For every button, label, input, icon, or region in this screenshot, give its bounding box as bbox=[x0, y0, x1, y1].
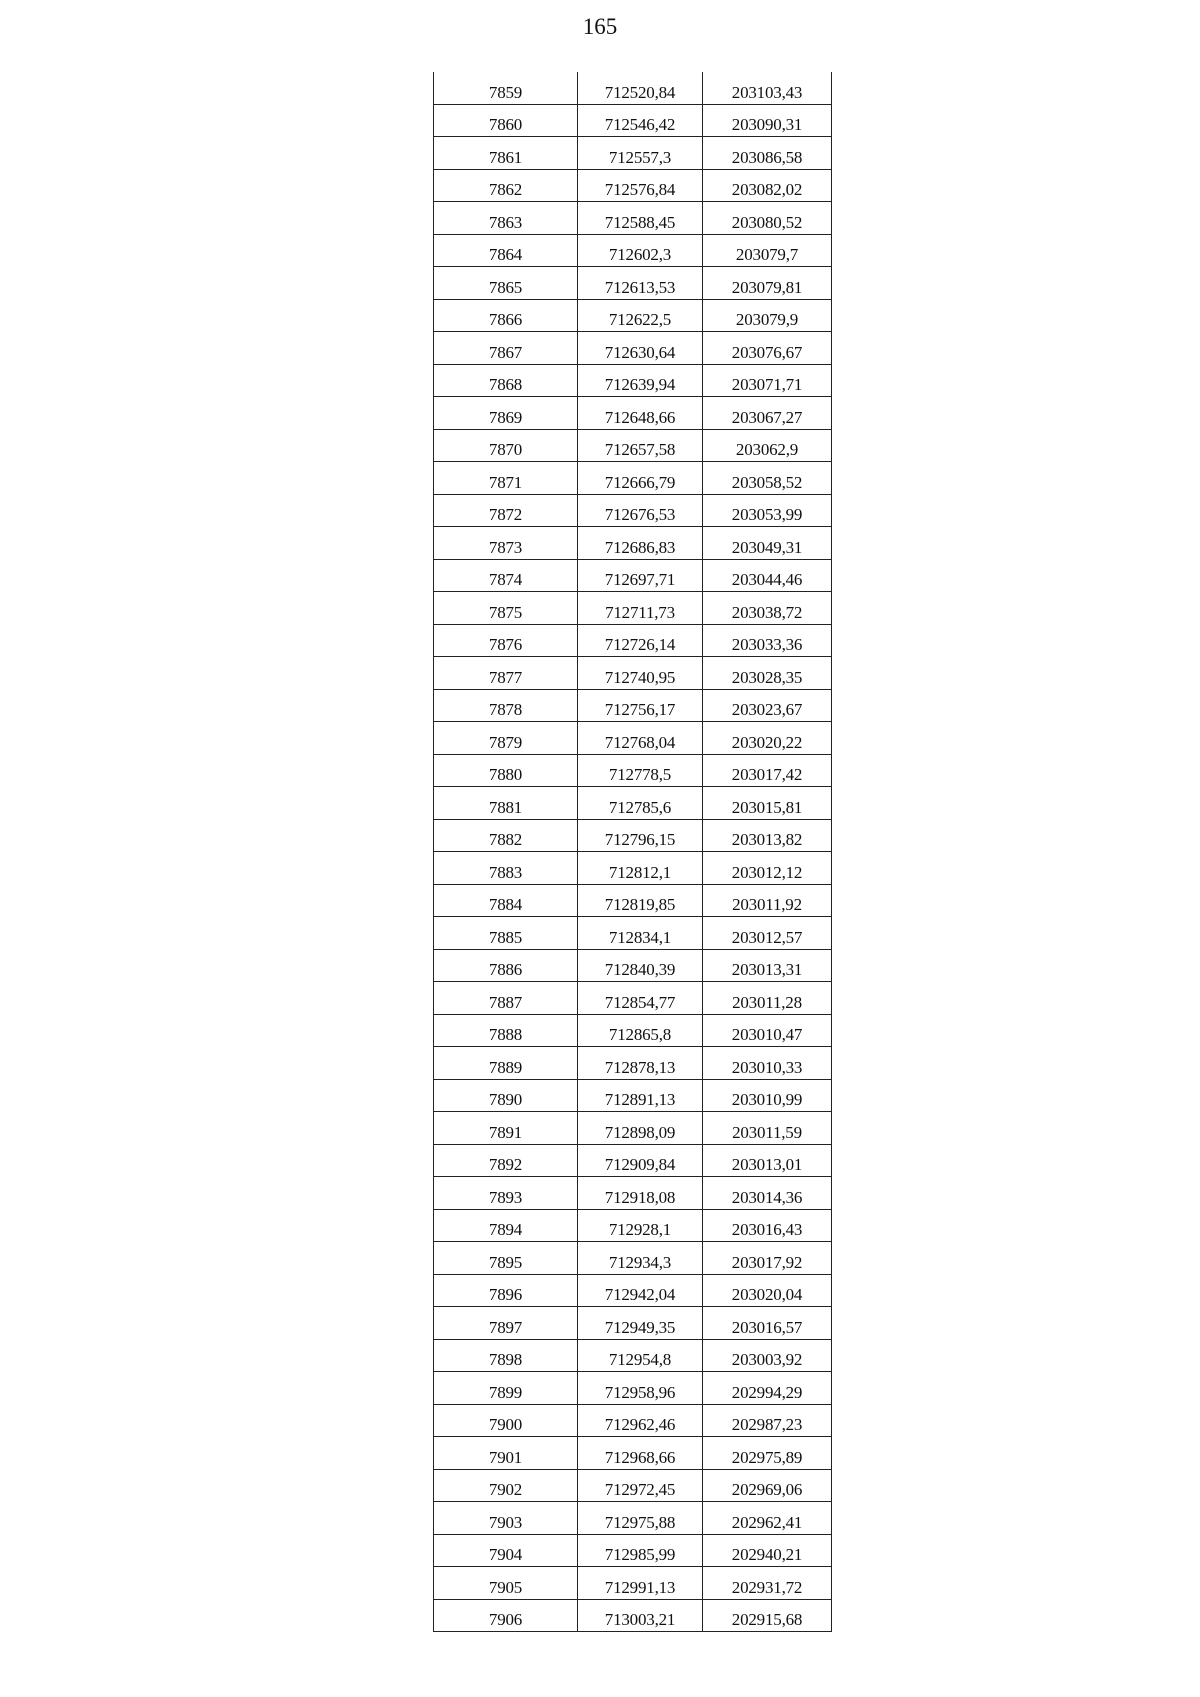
x-coordinate-cell: 712785,6 bbox=[578, 787, 703, 820]
point-number-cell: 7864 bbox=[434, 234, 578, 267]
x-coordinate-cell: 712878,13 bbox=[578, 1047, 703, 1080]
table-row bbox=[434, 1502, 832, 1535]
y-coordinate-cell: 203090,31 bbox=[703, 104, 832, 137]
table-row bbox=[434, 819, 832, 852]
point-number-cell: 7879 bbox=[434, 722, 578, 755]
y-coordinate-cell: 203016,43 bbox=[703, 1209, 832, 1242]
table-row bbox=[434, 1372, 832, 1405]
x-coordinate-cell: 712711,73 bbox=[578, 592, 703, 625]
table-row bbox=[434, 104, 832, 137]
point-number-cell: 7890 bbox=[434, 1079, 578, 1112]
x-coordinate-cell: 712968,66 bbox=[578, 1437, 703, 1470]
y-coordinate-cell: 203058,52 bbox=[703, 462, 832, 495]
x-coordinate-cell: 712546,42 bbox=[578, 104, 703, 137]
point-number-cell: 7859 bbox=[434, 72, 578, 104]
table-row bbox=[434, 364, 832, 397]
point-number-cell: 7865 bbox=[434, 267, 578, 300]
x-coordinate-cell: 712909,84 bbox=[578, 1144, 703, 1177]
y-coordinate-cell: 203013,31 bbox=[703, 949, 832, 982]
table-row bbox=[434, 1469, 832, 1502]
y-coordinate-cell: 203079,7 bbox=[703, 234, 832, 267]
table-row bbox=[434, 494, 832, 527]
x-coordinate-cell: 712602,3 bbox=[578, 234, 703, 267]
y-coordinate-cell: 203062,9 bbox=[703, 429, 832, 462]
y-coordinate-cell: 203079,81 bbox=[703, 267, 832, 300]
x-coordinate-cell: 712891,13 bbox=[578, 1079, 703, 1112]
x-coordinate-cell: 712972,45 bbox=[578, 1469, 703, 1502]
point-number-cell: 7899 bbox=[434, 1372, 578, 1405]
x-coordinate-cell: 712985,99 bbox=[578, 1534, 703, 1567]
coordinates-table-body bbox=[434, 72, 832, 1632]
table-row bbox=[434, 397, 832, 430]
point-number-cell: 7871 bbox=[434, 462, 578, 495]
x-coordinate-cell: 712991,13 bbox=[578, 1567, 703, 1600]
point-number-cell: 7861 bbox=[434, 137, 578, 170]
table-row bbox=[434, 689, 832, 722]
y-coordinate-cell: 203003,92 bbox=[703, 1339, 832, 1372]
point-number-cell: 7882 bbox=[434, 819, 578, 852]
y-coordinate-cell: 203012,57 bbox=[703, 917, 832, 950]
x-coordinate-cell: 712657,58 bbox=[578, 429, 703, 462]
table-row bbox=[434, 72, 832, 104]
y-coordinate-cell: 203017,42 bbox=[703, 754, 832, 787]
y-coordinate-cell: 203013,82 bbox=[703, 819, 832, 852]
y-coordinate-cell: 203012,12 bbox=[703, 852, 832, 885]
x-coordinate-cell: 712928,1 bbox=[578, 1209, 703, 1242]
table-row bbox=[434, 1404, 832, 1437]
y-coordinate-cell: 203082,02 bbox=[703, 169, 832, 202]
y-coordinate-cell: 203044,46 bbox=[703, 559, 832, 592]
point-number-cell: 7863 bbox=[434, 202, 578, 235]
x-coordinate-cell: 712834,1 bbox=[578, 917, 703, 950]
y-coordinate-cell: 203103,43 bbox=[703, 72, 832, 104]
point-number-cell: 7900 bbox=[434, 1404, 578, 1437]
y-coordinate-cell: 203076,67 bbox=[703, 332, 832, 365]
coordinates-table bbox=[433, 72, 832, 1632]
table-row bbox=[434, 1079, 832, 1112]
table-row bbox=[434, 234, 832, 267]
y-coordinate-cell: 203038,72 bbox=[703, 592, 832, 625]
table-row bbox=[434, 1112, 832, 1145]
y-coordinate-cell: 203011,59 bbox=[703, 1112, 832, 1145]
x-coordinate-cell: 712686,83 bbox=[578, 527, 703, 560]
x-coordinate-cell: 712962,46 bbox=[578, 1404, 703, 1437]
y-coordinate-cell: 203015,81 bbox=[703, 787, 832, 820]
table-row bbox=[434, 624, 832, 657]
table-row bbox=[434, 559, 832, 592]
point-number-cell: 7898 bbox=[434, 1339, 578, 1372]
point-number-cell: 7880 bbox=[434, 754, 578, 787]
table-row bbox=[434, 1177, 832, 1210]
x-coordinate-cell: 712942,04 bbox=[578, 1274, 703, 1307]
point-number-cell: 7868 bbox=[434, 364, 578, 397]
x-coordinate-cell: 712576,84 bbox=[578, 169, 703, 202]
table-row bbox=[434, 1274, 832, 1307]
y-coordinate-cell: 202975,89 bbox=[703, 1437, 832, 1470]
point-number-cell: 7870 bbox=[434, 429, 578, 462]
y-coordinate-cell: 203010,33 bbox=[703, 1047, 832, 1080]
y-coordinate-cell: 203080,52 bbox=[703, 202, 832, 235]
x-coordinate-cell: 712854,77 bbox=[578, 982, 703, 1015]
table-row bbox=[434, 1242, 832, 1275]
table-row bbox=[434, 982, 832, 1015]
table-row bbox=[434, 332, 832, 365]
y-coordinate-cell: 203023,67 bbox=[703, 689, 832, 722]
table-row bbox=[434, 657, 832, 690]
table-row bbox=[434, 1047, 832, 1080]
table-row bbox=[434, 754, 832, 787]
table-row bbox=[434, 1437, 832, 1470]
y-coordinate-cell: 203011,28 bbox=[703, 982, 832, 1015]
table-row bbox=[434, 202, 832, 235]
y-coordinate-cell: 203049,31 bbox=[703, 527, 832, 560]
x-coordinate-cell: 712958,96 bbox=[578, 1372, 703, 1405]
point-number-cell: 7885 bbox=[434, 917, 578, 950]
table-row bbox=[434, 884, 832, 917]
table-row bbox=[434, 949, 832, 982]
y-coordinate-cell: 203014,36 bbox=[703, 1177, 832, 1210]
y-coordinate-cell: 203010,47 bbox=[703, 1014, 832, 1047]
x-coordinate-cell: 712630,64 bbox=[578, 332, 703, 365]
point-number-cell: 7883 bbox=[434, 852, 578, 885]
x-coordinate-cell: 712520,84 bbox=[578, 72, 703, 104]
y-coordinate-cell: 202994,29 bbox=[703, 1372, 832, 1405]
y-coordinate-cell: 202915,68 bbox=[703, 1599, 832, 1632]
point-number-cell: 7906 bbox=[434, 1599, 578, 1632]
table-row bbox=[434, 722, 832, 755]
y-coordinate-cell: 203053,99 bbox=[703, 494, 832, 527]
y-coordinate-cell: 203086,58 bbox=[703, 137, 832, 170]
point-number-cell: 7872 bbox=[434, 494, 578, 527]
x-coordinate-cell: 712975,88 bbox=[578, 1502, 703, 1535]
table-row bbox=[434, 462, 832, 495]
point-number-cell: 7873 bbox=[434, 527, 578, 560]
point-number-cell: 7897 bbox=[434, 1307, 578, 1340]
y-coordinate-cell: 203020,22 bbox=[703, 722, 832, 755]
x-coordinate-cell: 712613,53 bbox=[578, 267, 703, 300]
x-coordinate-cell: 713003,21 bbox=[578, 1599, 703, 1632]
table-row bbox=[434, 1567, 832, 1600]
y-coordinate-cell: 202931,72 bbox=[703, 1567, 832, 1600]
point-number-cell: 7878 bbox=[434, 689, 578, 722]
x-coordinate-cell: 712812,1 bbox=[578, 852, 703, 885]
y-coordinate-cell: 203071,71 bbox=[703, 364, 832, 397]
y-coordinate-cell: 203016,57 bbox=[703, 1307, 832, 1340]
table-row bbox=[434, 917, 832, 950]
table-row bbox=[434, 169, 832, 202]
point-number-cell: 7901 bbox=[434, 1437, 578, 1470]
point-number-cell: 7877 bbox=[434, 657, 578, 690]
point-number-cell: 7886 bbox=[434, 949, 578, 982]
x-coordinate-cell: 712726,14 bbox=[578, 624, 703, 657]
table-row bbox=[434, 137, 832, 170]
x-coordinate-cell: 712840,39 bbox=[578, 949, 703, 982]
x-coordinate-cell: 712676,53 bbox=[578, 494, 703, 527]
point-number-cell: 7881 bbox=[434, 787, 578, 820]
point-number-cell: 7869 bbox=[434, 397, 578, 430]
table-row bbox=[434, 1209, 832, 1242]
x-coordinate-cell: 712756,17 bbox=[578, 689, 703, 722]
point-number-cell: 7896 bbox=[434, 1274, 578, 1307]
table-row bbox=[434, 852, 832, 885]
x-coordinate-cell: 712622,5 bbox=[578, 299, 703, 332]
x-coordinate-cell: 712819,85 bbox=[578, 884, 703, 917]
x-coordinate-cell: 712898,09 bbox=[578, 1112, 703, 1145]
table-row bbox=[434, 1339, 832, 1372]
y-coordinate-cell: 203028,35 bbox=[703, 657, 832, 690]
y-coordinate-cell: 203017,92 bbox=[703, 1242, 832, 1275]
point-number-cell: 7892 bbox=[434, 1144, 578, 1177]
x-coordinate-cell: 712588,45 bbox=[578, 202, 703, 235]
point-number-cell: 7902 bbox=[434, 1469, 578, 1502]
x-coordinate-cell: 712557,3 bbox=[578, 137, 703, 170]
point-number-cell: 7894 bbox=[434, 1209, 578, 1242]
x-coordinate-cell: 712865,8 bbox=[578, 1014, 703, 1047]
point-number-cell: 7862 bbox=[434, 169, 578, 202]
x-coordinate-cell: 712639,94 bbox=[578, 364, 703, 397]
y-coordinate-cell: 203033,36 bbox=[703, 624, 832, 657]
y-coordinate-cell: 202987,23 bbox=[703, 1404, 832, 1437]
x-coordinate-cell: 712949,35 bbox=[578, 1307, 703, 1340]
table-row bbox=[434, 527, 832, 560]
point-number-cell: 7860 bbox=[434, 104, 578, 137]
point-number-cell: 7887 bbox=[434, 982, 578, 1015]
point-number-cell: 7905 bbox=[434, 1567, 578, 1600]
y-coordinate-cell: 202969,06 bbox=[703, 1469, 832, 1502]
point-number-cell: 7884 bbox=[434, 884, 578, 917]
point-number-cell: 7889 bbox=[434, 1047, 578, 1080]
table-row bbox=[434, 787, 832, 820]
point-number-cell: 7876 bbox=[434, 624, 578, 657]
point-number-cell: 7888 bbox=[434, 1014, 578, 1047]
table-row bbox=[434, 299, 832, 332]
table-row bbox=[434, 1534, 832, 1567]
y-coordinate-cell: 203079,9 bbox=[703, 299, 832, 332]
table-row bbox=[434, 1307, 832, 1340]
page-number: 165 bbox=[582, 14, 618, 39]
x-coordinate-cell: 712778,5 bbox=[578, 754, 703, 787]
table-row bbox=[434, 1599, 832, 1632]
point-number-cell: 7866 bbox=[434, 299, 578, 332]
x-coordinate-cell: 712954,8 bbox=[578, 1339, 703, 1372]
table-row bbox=[434, 1144, 832, 1177]
x-coordinate-cell: 712697,71 bbox=[578, 559, 703, 592]
y-coordinate-cell: 202962,41 bbox=[703, 1502, 832, 1535]
x-coordinate-cell: 712918,08 bbox=[578, 1177, 703, 1210]
x-coordinate-cell: 712768,04 bbox=[578, 722, 703, 755]
y-coordinate-cell: 203011,92 bbox=[703, 884, 832, 917]
table-row bbox=[434, 267, 832, 300]
point-number-cell: 7875 bbox=[434, 592, 578, 625]
x-coordinate-cell: 712648,66 bbox=[578, 397, 703, 430]
point-number-cell: 7874 bbox=[434, 559, 578, 592]
point-number-cell: 7891 bbox=[434, 1112, 578, 1145]
x-coordinate-cell: 712796,15 bbox=[578, 819, 703, 852]
point-number-cell: 7904 bbox=[434, 1534, 578, 1567]
x-coordinate-cell: 712740,95 bbox=[578, 657, 703, 690]
x-coordinate-cell: 712934,3 bbox=[578, 1242, 703, 1275]
point-number-cell: 7893 bbox=[434, 1177, 578, 1210]
y-coordinate-cell: 203010,99 bbox=[703, 1079, 832, 1112]
y-coordinate-cell: 202940,21 bbox=[703, 1534, 832, 1567]
point-number-cell: 7895 bbox=[434, 1242, 578, 1275]
y-coordinate-cell: 203013,01 bbox=[703, 1144, 832, 1177]
table-row bbox=[434, 429, 832, 462]
table-row bbox=[434, 1014, 832, 1047]
y-coordinate-cell: 203020,04 bbox=[703, 1274, 832, 1307]
x-coordinate-cell: 712666,79 bbox=[578, 462, 703, 495]
point-number-cell: 7867 bbox=[434, 332, 578, 365]
table-row bbox=[434, 592, 832, 625]
y-coordinate-cell: 203067,27 bbox=[703, 397, 832, 430]
point-number-cell: 7903 bbox=[434, 1502, 578, 1535]
